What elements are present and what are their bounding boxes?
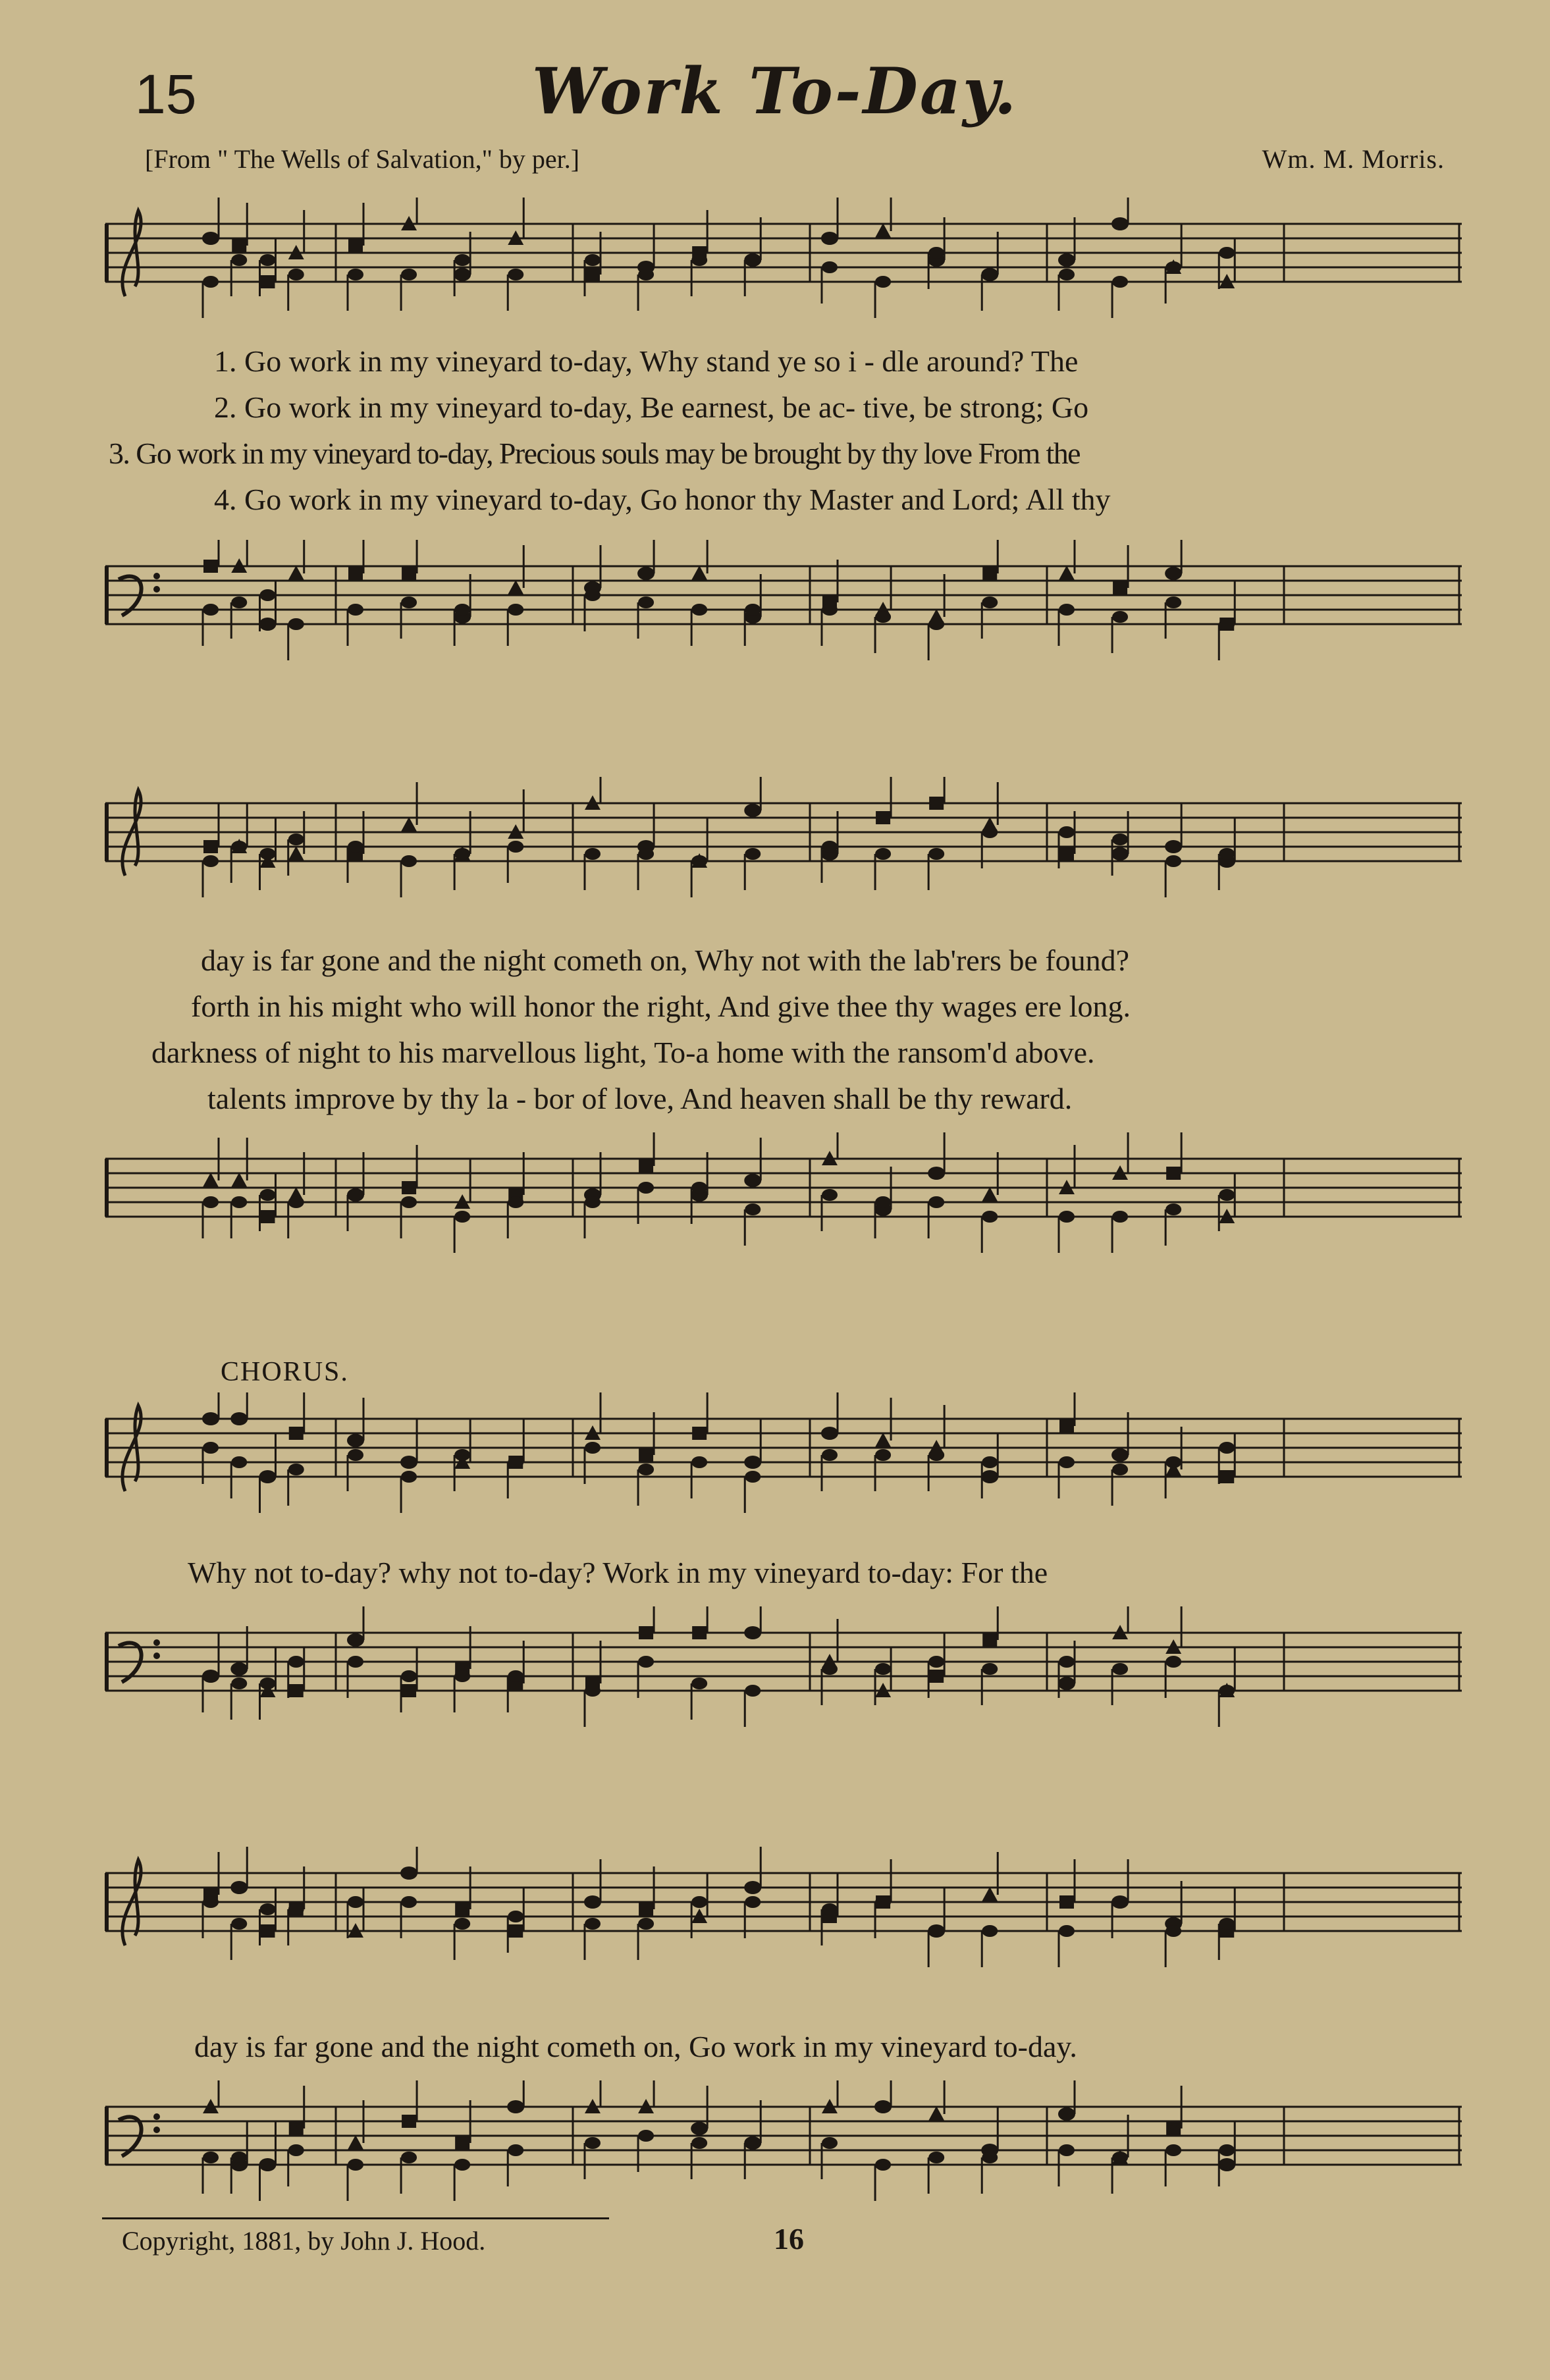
source-attribution: [From " The Wells of Salvation," by per.]	[145, 144, 580, 174]
hymn-number: 15	[135, 63, 197, 125]
composer-name: Wm. M. Morris.	[1262, 144, 1445, 174]
footer-rule	[102, 2217, 609, 2219]
bass-staff-2	[99, 1132, 1468, 1264]
bass-staff-4	[99, 2080, 1468, 2212]
treble-staff-1	[99, 198, 1468, 329]
verse-4-line-2: talents improve by thy la - bor of love, And heaven shall be thy reward.	[207, 1082, 1073, 1115]
hymn-title: Work To-Day.	[531, 54, 1019, 128]
verse-3-line-2: darkness of night to his marvellous light, To-a home with the ransom'd above.	[151, 1036, 1095, 1069]
treble-staff-2	[99, 777, 1468, 909]
bass-staff-3	[99, 1606, 1468, 1738]
verse-1-line-2: day is far gone and the night cometh on, Why not with the lab'rers be found?	[201, 943, 1130, 977]
page-number: 16	[774, 2222, 804, 2256]
verse-2-line-2: forth in his might who will honor the right, And give thee thy wages ere long.	[191, 990, 1131, 1023]
chorus-line-2: day is far gone and the night cometh on, Go work in my vineyard to-day.	[194, 2030, 1077, 2063]
verse-2-line-1: 2. Go work in my vineyard to-day, Be earnest, be ac- tive, be strong; Go	[214, 390, 1089, 424]
treble-staff-3	[99, 1392, 1468, 1524]
chorus-label: CHORUS.	[221, 1357, 349, 1387]
verse-1-line-1: 1. Go work in my vineyard to-day, Why stand ye so i - dle around? The	[214, 344, 1079, 378]
verse-4-line-1: 4. Go work in my vineyard to-day, Go honor thy Master and Lord; All thy	[214, 483, 1111, 516]
chorus-line-1: Why not to-day? why not to-day? Work in my vineyard to-day: For the	[188, 1556, 1048, 1589]
copyright-notice: Copyright, 1881, by John J. Hood.	[122, 2226, 486, 2256]
treble-staff-4	[99, 1847, 1468, 1978]
bass-staff-1	[99, 540, 1468, 672]
verse-3-line-1: 3. Go work in my vineyard to-day, Precious souls may be brought by thy love From the	[109, 436, 1080, 470]
